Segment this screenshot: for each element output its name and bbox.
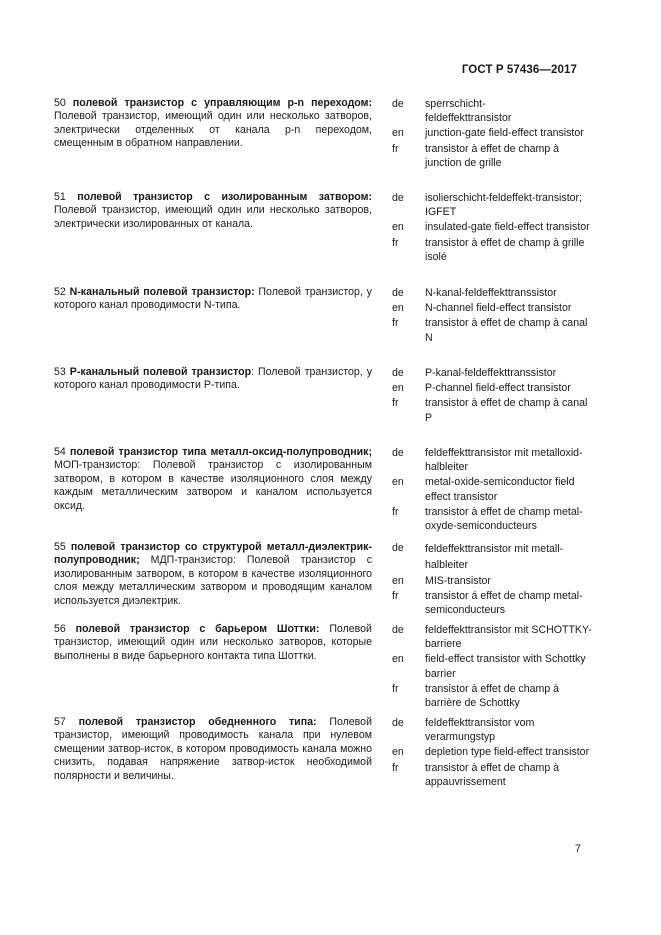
translation-text: depletion type field-effect transistor (425, 746, 590, 759)
translations-list (392, 541, 592, 618)
definition-block (54, 541, 372, 608)
term-title: полевой транзистор с изолированным затвором: (77, 191, 372, 203)
translation-text: feldeffekttransistor mit metall-halbleiter (425, 543, 564, 571)
language-code: fr (392, 397, 399, 410)
language-code: de (392, 287, 404, 299)
translation-row (392, 716, 592, 744)
language-code: fr (392, 142, 399, 155)
translation-row (392, 682, 592, 710)
translation-row (392, 381, 592, 395)
translation-text: P-channel field-effect transistor (425, 382, 571, 395)
translation-row (392, 589, 592, 617)
translation-row (392, 623, 592, 651)
translations-list (392, 446, 592, 533)
term-number: 51 (54, 191, 66, 203)
term-title: полевой транзистор с барьером Шоттки: (75, 623, 320, 635)
language-code: en (392, 575, 404, 587)
term-number: 54 (54, 446, 66, 458)
translation-row (392, 316, 592, 344)
term-title: P-канальный полевой транзистор (69, 366, 252, 378)
term-number: 55 (54, 541, 66, 553)
translation-row (392, 97, 592, 125)
translations-list (392, 623, 592, 710)
translation-text: feldeffekttransistor mit metalloxid-halbleiter (425, 447, 583, 474)
translation-row (392, 761, 592, 789)
translation-row (392, 505, 592, 533)
definition-block (54, 97, 372, 151)
translation-text: N-channel field-effect transistor (425, 302, 572, 315)
language-code: fr (392, 505, 399, 518)
language-code: de (392, 192, 404, 204)
language-code: en (392, 127, 404, 140)
translation-text: insulated-gate field-effect transistor (425, 221, 590, 234)
language-code: en (392, 382, 404, 395)
translation-row (392, 301, 592, 315)
translation-row (392, 142, 592, 170)
language-code: en (392, 653, 404, 666)
translations-list (392, 286, 592, 345)
term-title: полевой транзистор типа металл-оксид-полупроводник; (69, 446, 372, 458)
translation-text: transistor à effet de champ à canal N (425, 317, 588, 344)
translation-text: transistor à effet de champ à barrière de Schottky (425, 682, 560, 710)
term-definition: : Полевой транзистор, у которого канал проводимости P-типа. (54, 366, 372, 392)
translation-text: transistor à effet de champ à junction de grille (425, 142, 560, 169)
term-definition: Полевой транзистор, имеющий проводимость канала при нулевом смещении затвор-исток, в котором проводимость канала можно снизить, подавая напряжение затвор-исток необходимой полярности и величины. (54, 716, 372, 782)
language-code: fr (392, 590, 399, 603)
translation-row (392, 396, 592, 424)
language-code: fr (392, 317, 399, 330)
term-number: 53 (54, 366, 66, 378)
translation-text: metal-oxide-semiconductor field effect transistor (425, 476, 575, 503)
term-definition: МДП-транзистор: Полевой транзистор с изолированным затвором, в котором в качестве изоляционного слоя между металлическим затвором и проводящим каналом используется диэлектрик. (54, 554, 372, 607)
page-number: 7 (574, 843, 581, 855)
language-code: de (392, 367, 404, 379)
language-code: de (392, 624, 404, 636)
language-code: en (392, 746, 404, 759)
translation-row (392, 191, 592, 219)
term-number: 57 (54, 716, 66, 728)
translations-list (392, 191, 592, 264)
translation-row (392, 236, 592, 264)
language-code: en (392, 221, 404, 234)
translation-text: feldeffekttransistor vom verarmungstyp (425, 717, 535, 744)
translation-text: transistor à effet de champ à appauvrissement (425, 761, 560, 788)
term-number: 52 (54, 286, 66, 298)
definition-block (54, 286, 372, 313)
term-title: полевой транзистор со структурой металл-диэлектрик-полупроводник; (54, 541, 372, 567)
translation-row (392, 574, 592, 588)
term-number: 50 (54, 97, 66, 109)
definition-block (54, 716, 372, 783)
language-code: de (392, 542, 404, 554)
term-title: полевой транзистор с управляющим p-n переходом: (72, 97, 372, 109)
translation-row (392, 126, 592, 140)
standard-header: ГОСТ Р 57436—2017 (461, 64, 577, 76)
translation-text: MIS-transistor (425, 575, 491, 587)
definition-block (54, 366, 372, 393)
term-definition: Полевой транзистор, имеющий один или несколько затворов, электрически отделенных от канала p-n переходом, смещенным в обратном направлении. (54, 110, 372, 150)
translation-text: transistor á effet de champ metal-semiconducteurs (425, 590, 583, 617)
term-definition: МОП-транзистор: Полевой транзистор с изолированным затвором, в котором в качестве изоляционного слоя между каждым металлическим затвором и каналом используется оксид. (54, 459, 372, 512)
translation-text: sperrschicht- feldeffekttransistor (425, 98, 512, 125)
language-code: en (392, 476, 404, 489)
language-code: de (392, 717, 404, 729)
definition-block (54, 623, 372, 663)
language-code: fr (392, 682, 399, 695)
translation-row (392, 366, 592, 380)
translation-text: field-effect transistor with Schottky barrier (425, 653, 586, 680)
term-definition: Полевой транзистор, имеющий один или несколько затворов, которые выполнены в виде барьерного контакта типа Шоттки. (54, 623, 372, 662)
translation-row (392, 652, 592, 680)
translation-row (392, 446, 592, 474)
translation-text: isolierschicht-feldeffekt-transistor; IGFET (425, 192, 583, 219)
translation-row (392, 541, 592, 573)
translation-row (392, 745, 592, 759)
definition-block (54, 446, 372, 513)
term-title: N-канальный полевой транзистор: (69, 286, 255, 298)
translations-list (392, 97, 592, 170)
language-code: de (392, 447, 404, 459)
translations-list (392, 716, 592, 789)
translations-list (392, 366, 592, 425)
term-title: полевой транзистор обедненного типа: (78, 716, 317, 728)
translation-row (392, 475, 592, 503)
translation-text: transistor à effet de champ metal-oxyde-semiconducteurs (425, 505, 583, 533)
language-code: en (392, 302, 404, 315)
translation-row (392, 286, 592, 300)
definition-block (54, 191, 372, 231)
language-code: fr (392, 761, 399, 774)
translation-text: feldeffekttransistor mit SCHOTTKY-barriere (425, 624, 592, 651)
translation-text: P-kanal-feldeffekttranssistor (425, 367, 557, 379)
translation-text: transistor à effet de champ à grille isolé (425, 236, 585, 263)
translation-row (392, 220, 592, 234)
term-number: 56 (54, 623, 66, 635)
translation-text: N-kanal-feldeffekttranssistor (425, 287, 557, 299)
term-definition: Полевой транзистор, у которого канал проводимости N-типа. (54, 286, 372, 312)
language-code: de (392, 98, 404, 110)
translation-text: junction-gate field-effect transistor (425, 127, 584, 140)
translation-text: transistor à effet de champ à canal P (425, 397, 588, 424)
language-code: fr (392, 236, 399, 249)
term-definition: Полевой транзистор, имеющий один или несколько затворов, электрически изолированных от канала. (54, 204, 372, 230)
